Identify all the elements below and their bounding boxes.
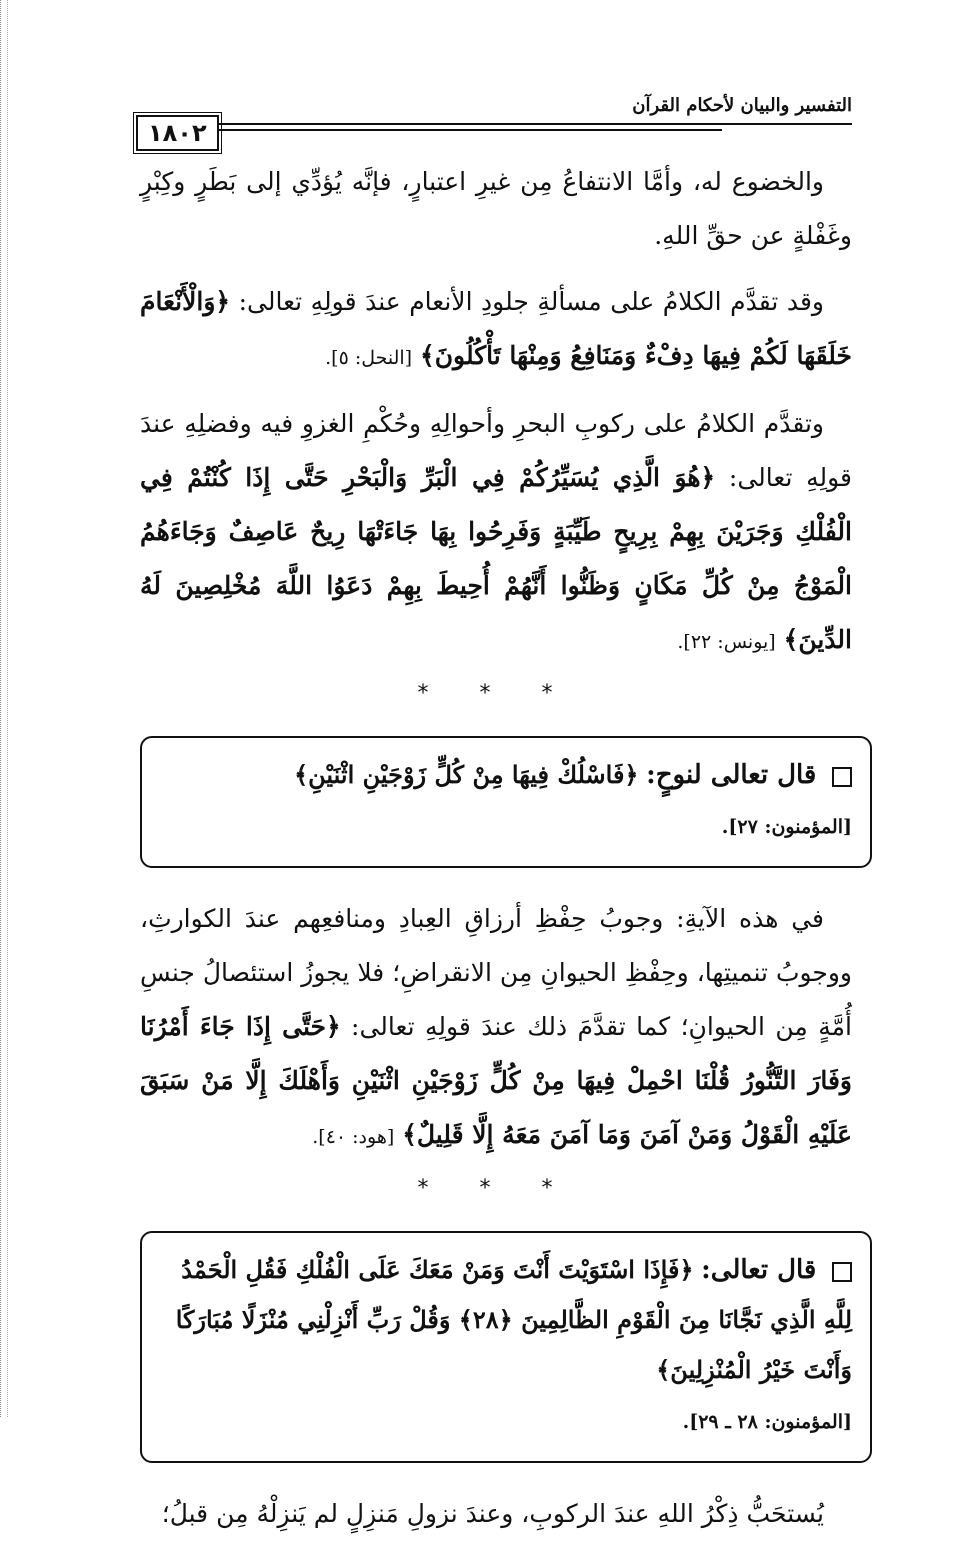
ornament-icon	[832, 1262, 852, 1282]
paragraph-1	[140, 155, 852, 263]
paragraph-4	[140, 892, 852, 1164]
paragraph-3	[140, 397, 852, 669]
header-rule-secondary	[140, 129, 722, 131]
verse-box-2	[140, 1231, 872, 1463]
verse-box-1-intro: قال تعالى لنوحٍ:	[646, 760, 817, 790]
paragraph-4-lead: في هذه الآيةِ: وجوبُ حِفْظِ أرزاقِ العِبادِ ومنافعِهم عندَ الكوارثِ، ووجوبُ تنميتِها، وحِفْظِ الحيوانِ مِن الانقراضِ؛ فلا يجوزُ استئصالُ جنسِ أُمَّةٍ مِن الحيوانِ؛ كما تقدَّمَ ذلك عندَ قولِهِ تعالى:	[140, 904, 852, 1041]
quran-verse-yunus-22: ﴿هُوَ الَّذِي يُسَيِّرُكُمْ فِي الْبَرِّ وَالْبَحْرِ حَتَّى إِذَا كُنْتُمْ فِي الْفُلْكِ وَجَرَيْنَ بِهِمْ بِرِيحٍ طَيِّبَةٍ وَفَرِحُوا بِهَا جَاءَتْهَا رِيحٌ عَاصِفٌ وَجَاءَهُمُ الْمَوْجُ مِنْ كُلِّ مَكَانٍ وَظَنُّوا أَنَّهُمْ أُحِيطَ بِهِمْ دَعَوُا اللَّهَ مُخْلِصِينَ لَهُ الدِّينَ﴾	[140, 463, 852, 654]
paragraph-2	[140, 275, 852, 385]
paragraph-5-text: يُستحَبُّ ذِكْرُ اللهِ عندَ الركوبِ، وعندَ نزولِ مَنزِلٍ لم يَنزِلْهُ مِن قبلُ؛	[161, 1499, 824, 1528]
quran-verse-muminun-27: ﴿فَاسْلُكْ فِيهَا مِنْ كُلٍّ زَوْجَيْنِ اثْنَيْنِ﴾	[294, 760, 639, 789]
verse-reference: [المؤمنون: ٢٧].	[721, 816, 852, 838]
paragraph-5	[140, 1487, 852, 1541]
paragraph-1-text: والخضوع له، وأمَّا الانتفاعُ مِن غيرِ اعتبارٍ، فإنَّه يُؤدِّي إلى بَطَرٍ وكِبْرٍ وغَفْلةٍ عن حقِّ اللهِ.	[140, 167, 852, 250]
quran-verse-nahl-5: ﴿وَالْأَنْعَامَ خَلَقَهَا لَكُمْ فِيهَا دِفْءٌ وَمَنَافِعُ وَمِنْهَا تَأْكُلُونَ﴾	[140, 287, 852, 370]
book-title: التفسير والبيان لأحكام القرآن	[632, 95, 852, 116]
verse-reference: [النحل: ٥].	[325, 347, 413, 369]
running-header	[140, 85, 852, 155]
section-separator: * * *	[417, 681, 575, 706]
verse-reference: [يونس: ٢٢].	[677, 631, 776, 653]
quran-verse-hud-40: ﴿حَتَّى إِذَا جَاءَ أَمْرُنَا وَفَارَ التَّنُّورُ قُلْنَا احْمِلْ فِيهَا مِنْ كُلٍّ زَوْجَيْنِ اثْنَيْنِ وَأَهْلَكَ إِلَّا مَنْ سَبَقَ عَلَيْهِ الْقَوْلُ وَمَنْ آمَنَ وَمَا آمَنَ مَعَهُ إِلَّا قَلِيلٌ﴾	[140, 1012, 852, 1149]
verse-box-1	[140, 736, 872, 868]
page-number: ١٨٠٢	[136, 115, 219, 151]
verse-reference: [المؤمنون: ٢٨ ـ ٢٩].	[682, 1411, 852, 1433]
quran-verse-muminun-28-29: ﴿فَإِذَا اسْتَوَيْتَ أَنْتَ وَمَنْ مَعَكَ عَلَى الْفُلْكِ فَقُلِ الْحَمْدُ لِلَّهِ الَّذِي نَجَّانَا مِنَ الْقَوْمِ الظَّالِمِينَ ﴿٢٨﴾ وَقُلْ رَبِّ أَنْزِلْنِي مُنْزَلًا مُبَارَكًا وَأَنْتَ خَيْرُ الْمُنْزِلِينَ﴾	[175, 1255, 852, 1384]
paragraph-3-lead: وتقدَّم الكلامُ على ركوبِ البحرِ وأحوالِهِ وحُكْمِ الغزوِ فيه وفضلِهِ عندَ قولِهِ تعالى:	[140, 409, 852, 492]
ornament-icon	[832, 767, 852, 787]
paragraph-2-lead: وقد تقدَّم الكلامُ على مسألةِ جلودِ الأنعام عندَ قولِهِ تعالى:	[238, 287, 825, 316]
verse-box-2-intro: قال تعالى:	[701, 1255, 817, 1285]
header-rule	[140, 123, 852, 125]
page-binding-edge	[0, 0, 8, 1417]
book-page	[140, 85, 852, 1553]
section-separator: * * *	[417, 1176, 575, 1201]
verse-reference: [هود: ٤٠].	[312, 1126, 395, 1148]
